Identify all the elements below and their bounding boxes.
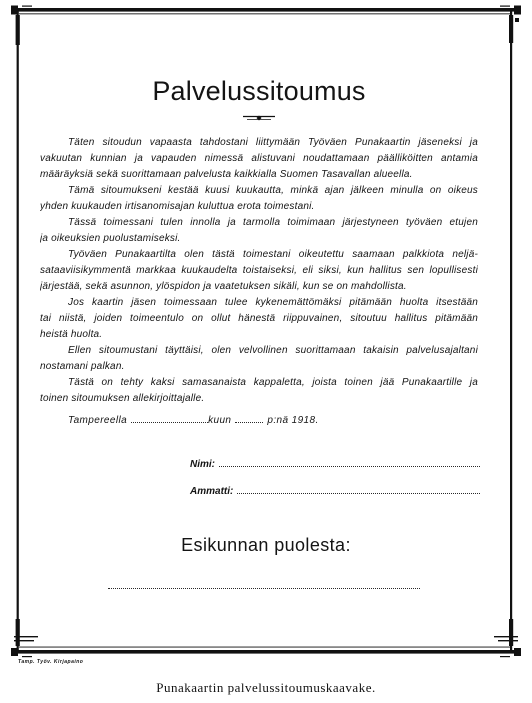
ornament-bar [14,636,38,637]
ornament-bar [494,636,518,637]
profession-field-label: Ammatti: [190,486,234,497]
bottom-rule [13,647,519,654]
body-line: toinen sitoumuksen allekirjoittajalle. [40,393,205,404]
ornament-bar [498,640,518,641]
ornament-bar [14,640,34,641]
body-line: Työväen Punakaartilta olen tästä toimestani oikeutettu saamaan palkkiota neljä- [68,249,478,260]
ornament-bar [500,656,510,657]
month-blank [131,422,208,423]
paragraph-pay [40,247,478,295]
rule-segment [16,619,20,646]
body-line: Tästä on tehty kaksi samasanaista kappaletta, joista toinen jää Punakaartille ja [68,377,478,388]
body-line: Jos kaartin jäsen toimessaan tulee kykenemättömäksi pitämään huolta itsestään [68,297,478,308]
body-line: sataaviisikymmentä markkaa kuukaudelta toistaiseksi, eli siksi, kun hallitus sen lopullisesti [40,265,478,276]
ornament-bar [22,656,32,657]
body-line: järjestää, sekä asunnon, ylöspidon ja vaatetuksen sikäli, kun se on mahdollista. [40,281,407,292]
top-rule [13,8,519,14]
paragraph-duration [40,183,478,215]
figure-caption: Punakaartin palvelussitoumuskaavake. [156,680,376,695]
body-line: määräyksiä sekä suorittamaan palvelusta kaikkialla Suomen Tasavallan alueella. [40,169,413,180]
ornament-block [514,6,521,15]
day-blank [235,422,263,423]
rule-segment [509,15,513,43]
body-line: yhden kuukauden irtisanomisajan kuluttua erota toimestani. [40,201,315,212]
name-field-label: Nimi: [190,459,215,470]
paragraph-duty [40,215,478,247]
rule-segment [16,15,20,45]
staff-signature-line [108,588,420,589]
ornament-bar [500,6,510,7]
place-date-line [68,414,319,428]
profession-field [190,485,480,499]
paragraph-repayment [40,343,478,375]
rule-segment [19,647,511,648]
body-line: tai niistä, joiden toimeentulo on ollut hänestä riippuvainen, sitoutuu hallitus pitämään [40,313,478,324]
body-line: vakuutan kunnian ja vapauden nimessä alistuvani noudattamaan päälliköitten antamia [40,153,478,164]
ornament-square [515,18,519,22]
ornament-block [11,6,18,15]
printer-imprint: Tamp. Työv. Kirjapaino [18,659,84,665]
name-field-line [219,466,480,467]
body-line: Ellen sitoumustani täyttäisi, olen velvollinen suorittamaan takaisin palvelusajaltani [68,345,478,356]
body-line: Täten sitoudun vapaasta tahdostani liittymään Työväen Punakaartin jäseneksi ja [68,137,478,148]
date-suffix: p:nä 1918. [267,415,319,426]
rule-segment [509,619,513,646]
profession-field-line [237,493,480,494]
month-suffix: kuun [208,415,232,426]
ornament-block [514,648,521,656]
body-line: heistä huolta. [40,329,103,340]
name-field [190,458,480,472]
paragraph-disability [40,295,478,343]
ornament-block [11,648,18,656]
paragraph-enlistment [40,135,478,183]
body-line: ja oikeuksien puolustamiseksi. [40,233,181,244]
rule-segment [13,8,519,12]
staff-signature-heading: Esikunnan puolesta: [181,535,351,555]
ornament-bar [22,6,32,7]
title-ornament [239,112,279,124]
body-line: Tämä sitoumukseni kestää kuusi kuukautta, minkä ajan jälkeen minulla on oikeus [68,185,478,196]
place-name: Tampereella [68,415,128,426]
commitment-text [40,135,478,407]
document-title: Palvelussitoumus [152,76,366,106]
rule-segment [19,13,511,14]
body-line: Tässä toimessani tulen innolla ja tarmolla toimimaan järjestyneen työväen etujen [68,217,478,228]
body-line: nostamani palkan. [40,361,125,372]
paragraph-copies [40,375,478,407]
rule-segment [13,650,519,654]
